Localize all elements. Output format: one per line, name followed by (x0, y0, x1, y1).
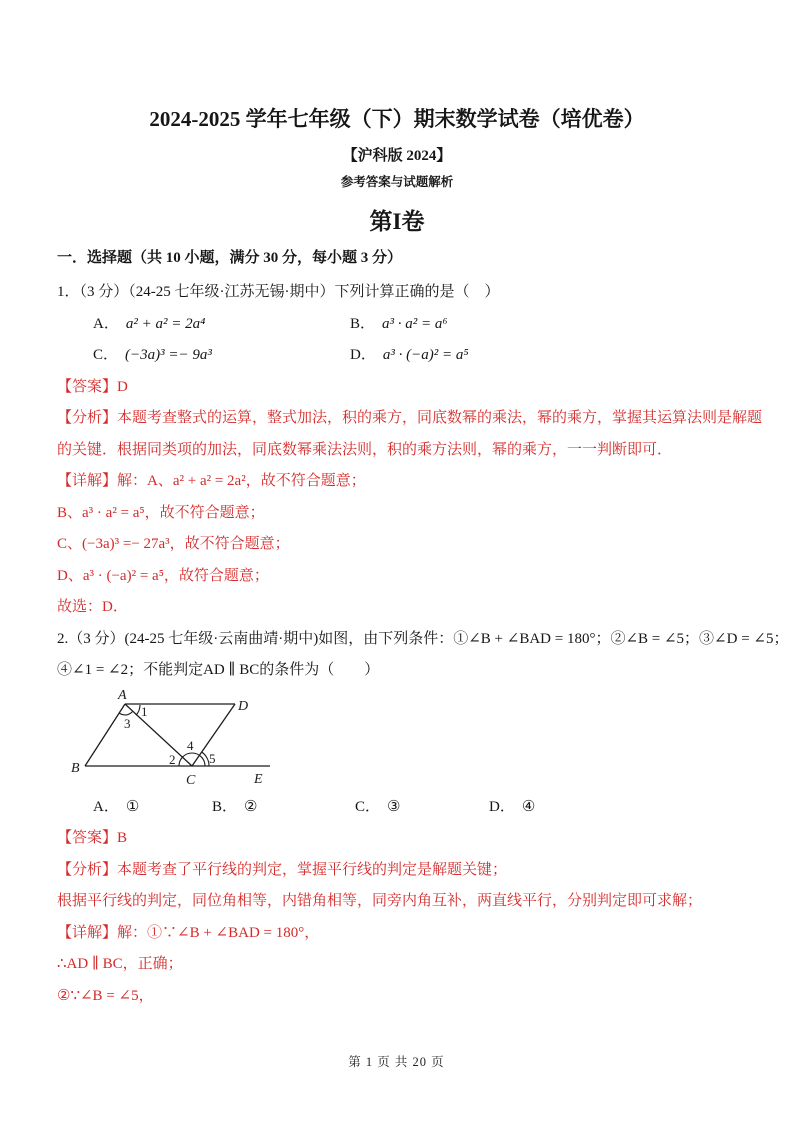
q1-solution-line: 【详解】解：A、a² + a² = 2a²，故不符合题意； (57, 473, 366, 489)
q2-option-b-label: B． (212, 798, 238, 815)
q2-option-a (93, 792, 212, 824)
q1-option-a-formula: a² + a² = 2a⁴ (125, 315, 206, 332)
q2-geometry-figure (57, 687, 737, 792)
q2-option-b (212, 792, 355, 824)
q1-analysis-line: 【分析】本题考查整式的运算，整式加法，积的乘方，同底数幂的乘法，幂的乘方，掌握其运算法则是解题 (57, 410, 763, 426)
angle-label-4: 4 (187, 737, 194, 753)
angle-label-3: 3 (124, 715, 131, 731)
q2-option-a-label: A． (93, 798, 119, 815)
q1-option-b-label: B． (350, 315, 376, 332)
q2-option-d (489, 792, 737, 824)
page-number-footer: 第 1 页 共 20 页 (348, 1055, 445, 1069)
geometry-diagram-svg (57, 687, 357, 792)
q2-option-b-value: ② (244, 798, 258, 815)
q1-option-a (93, 309, 350, 341)
q1-option-b-formula: a³ · a² = a⁶ (382, 315, 448, 332)
q2-option-c-value: ③ (387, 798, 401, 815)
q1-conclusion: 故选：D． (57, 599, 128, 615)
q2-stem-line1: 2.（3 分）(24-25 七年级·云南曲靖·期中)如图，由下列条件：①∠B + ∠BAD = 180°；②∠B = ∠5；③∠D = ∠5； (57, 630, 789, 647)
q1-solution-line: C、(−3a)³ =− 27a³，故不符合题意； (57, 536, 290, 552)
q2-options (57, 792, 737, 824)
angle-label-5: 5 (209, 750, 216, 766)
q2-option-d-value: ④ (521, 798, 536, 815)
vertex-label-B: B (71, 760, 80, 776)
vertex-label-D: D (238, 698, 249, 714)
q2-option-d-label: D． (489, 798, 515, 815)
q2-option-c-label: C． (355, 798, 381, 815)
q1-option-b (350, 309, 737, 341)
segment-AC (125, 704, 192, 766)
q1-option-c (93, 340, 350, 372)
q1-option-a-label: A． (93, 315, 119, 332)
vertex-label-C: C (186, 772, 196, 788)
angle-label-2: 2 (169, 751, 176, 767)
vertex-label-A: A (118, 687, 127, 703)
q2-solution-line: ②∵∠B = ∠5， (57, 987, 154, 1004)
q2-analysis-line: 【分析】本题考查了平行线的判定，掌握平行线的判定是解题关键； (57, 861, 508, 878)
part-heading: 第I卷 (369, 209, 425, 234)
q1-option-c-label: C． (93, 347, 119, 363)
q1-analysis-line: 的关键．根据同类项的加法，同底数幂乘法法则，积的乘方法则，幂的乘方，一一判断即可． (57, 441, 673, 458)
edition-label: 【沪科版 2024】 (342, 148, 452, 164)
q1-answer: 【答案】D (57, 378, 128, 395)
doc-title: 2024-2025 学年七年级（下）期末数学试卷（培优卷） (149, 107, 645, 131)
angle-label-1: 1 (141, 703, 148, 719)
q2-stem-line2: ④∠1 = ∠2；不能判定AD ∥ BC的条件为（ ） (57, 662, 380, 678)
q1-option-d-label: D． (350, 347, 376, 363)
angle3-arc (120, 711, 133, 714)
q1-option-c-formula: (−3a)³ =− 9a³ (125, 347, 212, 363)
q2-option-c (355, 792, 489, 824)
q2-solution-line: ∴AD ∥ BC，正确； (57, 956, 183, 972)
q1-stem: 1．（3 分）（24-25 七年级·江苏无锡·期中）下列计算正确的是（ ） (57, 284, 500, 300)
q1-option-d-formula: a³ · (−a)² = a⁵ (382, 347, 469, 363)
q1-solution-line: D、a³ · (−a)² = a⁵，故符合题意； (57, 567, 269, 584)
q1-solution-line: B、a³ · a² = a⁵，故不符合题意； (57, 504, 265, 521)
q2-answer: 【答案】B (57, 830, 128, 846)
section-heading: 一．选择题（共 10 小题，满分 30 分，每小题 3 分） (57, 250, 403, 266)
segment-BA (85, 704, 125, 766)
vertex-label-E: E (254, 771, 263, 787)
q1-options (57, 309, 737, 372)
angle1-arc (136, 705, 140, 715)
q2-analysis-line: 根据平行线的判定，同位角相等，内错角相等，同旁内角互补，两直线平行，分别判定即可求解； (57, 893, 703, 909)
q1-option-d (350, 340, 737, 372)
subtitle: 参考答案与试题解析 (340, 175, 454, 189)
q2-option-a-value: ① (125, 798, 140, 815)
q2-solution-line: 【详解】解：①∵∠B + ∠BAD = 180°， (57, 924, 320, 941)
angle2-4-arc (179, 753, 205, 766)
